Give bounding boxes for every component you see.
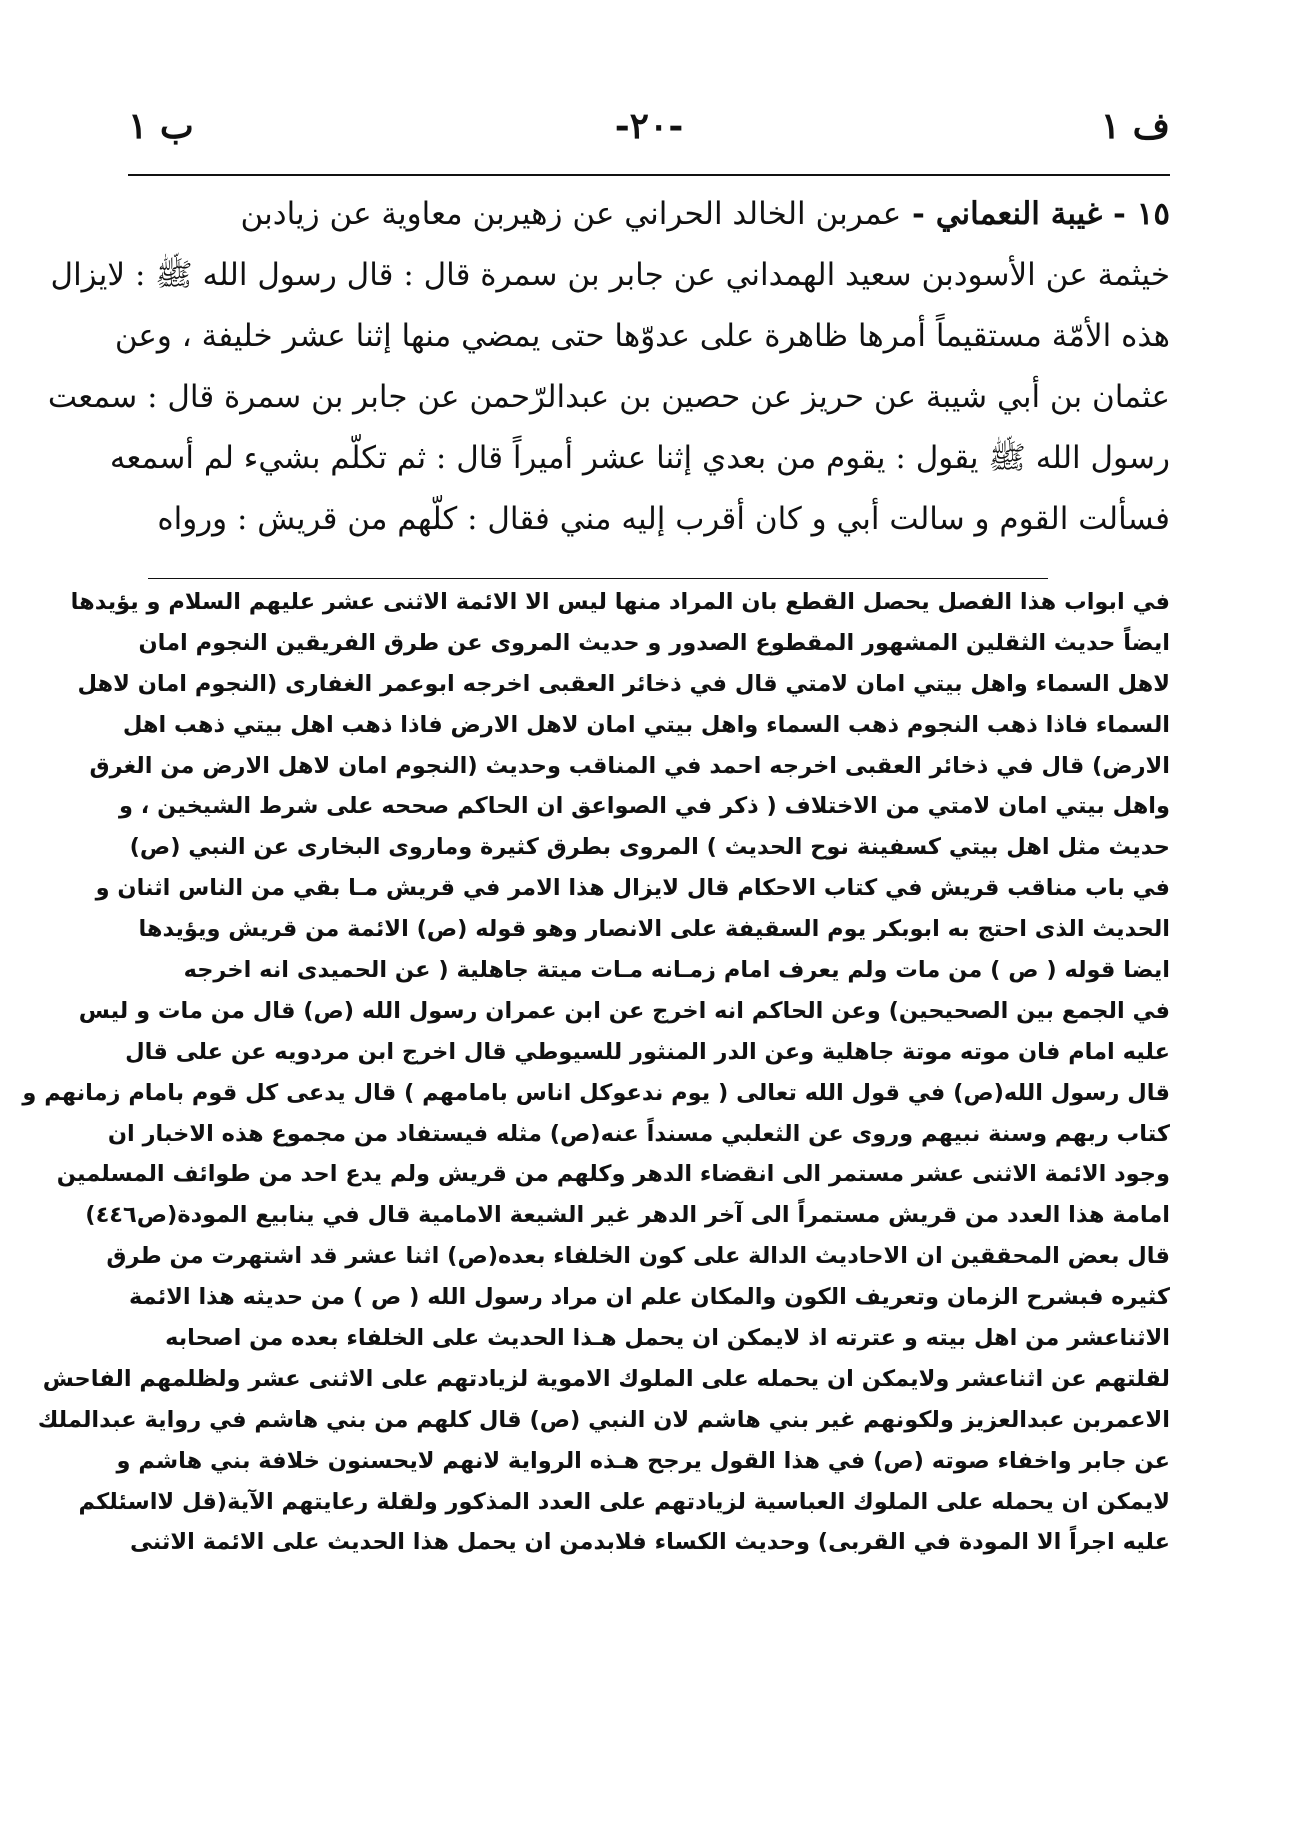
footnote-line: في ابواب هذا الفصل يحصل القطع بان المراد منها ليس الا الائمة الاثنى عشر عليهم السلام و يؤيدها [70,589,1170,615]
footnote-line: كثيره فبشرح الزمان وتعريف الكون والمكان علم ان مراد رسول الله ( ص ) من حديثه هذا الائمة [128,1284,1170,1311]
folio-mark-left: ب ١ [128,105,194,147]
folio-mark-right: ف ١ [1100,105,1170,147]
main-text-line [148,489,1170,550]
main-text-line-body: خيثمة عن الأسودبن سعيد الهمداني عن جابر بن سمرة قال : قال رسول الله ﷺ : لايزال [50,257,1170,293]
main-text-line-body: هذه الأمّة مستقيماً أمرها ظاهرة على عدوّها حتى يمضي منها إثنا عشر خليفة ، وعن [114,318,1170,354]
footnote-line: امامة هذا العدد من قريش مستمراً الى آخر الدهر غير الشيعة الامامية قال في ينابيع المودة(ص٤٤٦) [85,1202,1170,1229]
footnote-line: ايضاً حديث الثقلين المشهور المقطوع الصدور و حديث المروى عن طرق الفريقين النجوم امان [138,629,1170,656]
footnote-line: في الجمع بين الصحيحين) وعن الحاكم انه اخرج عن ابن عمران رسول الله (ص) قال من مات و ليس [78,997,1170,1024]
footnote-line: الاعمربن عبدالعزيز ولكونهم غير بني هاشم لان النبي (ص) قال كلهم من بني هاشم في رواية عبدالملك [37,1406,1170,1433]
main-text-line-body: عمربن الخالد الحراني عن زهيربن معاوية عن زيادبن [240,196,902,232]
footnote-line: الارض) قال في ذخائر العقبى اخرجه احمد في المناقب وحديث (النجوم امان لاهل الارض من الغرق [89,752,1170,779]
footnote-line: السماء فاذا ذهب النجوم ذهب السماء واهل بيتي امان لاهل الارض فاذا ذهب اهل بيتي ذهب اهل [122,711,1170,738]
footnote-divider [148,578,1048,579]
main-text-line [47,367,1170,428]
footnote-line: عليه امام فان موته موتة جاهلية وعن الدر المنثور للسيوطي قال اخرج ابن مردويه عن على قال [125,1038,1170,1065]
footnote-line: ايضا قوله ( ص ) من مات ولم يعرف امام زمـانه مـات ميتة جاهلية ( عن الحميدى انه اخرجه [183,957,1170,984]
main-text-line [109,428,1170,489]
main-text-line-body: فسألت القوم و سالت أبي و كان أقرب إليه مني فقال : كلّهم من قريش : ورواه [157,501,1170,537]
header-divider [128,174,1170,176]
main-text-line [114,306,1170,367]
main-text-line-body: عثمان بن أبي شيبة عن حريز عن حصين بن عبدالرّحمن عن جابر بن سمرة قال : سمعت [47,379,1170,415]
main-text-line [50,245,1170,306]
footnote-line: عليه اجراً الا المودة في القربى) وحديث الكساء فلابدمن ان يحمل هذا الحديث على الائمة الاثنى [129,1529,1170,1556]
footnote-line: واهل بيتي امان لامتي من الاختلاف ( ذكر في الصواعق ان الحاكم صححه على شرط الشيخين ، و [118,793,1170,820]
footnote-line: الحديث الذى احتج به ابوبكر يوم السقيفة على الانصار وهو قوله (ص) الائمة من قريش ويؤيدها [138,916,1170,943]
main-text-line [148,184,1170,245]
main-text-line-body: رسول الله ﷺ يقول : يقوم من بعدي إثنا عشر أميراً قال : ثم تكلّم بشيء لم أسمعه [109,440,1170,476]
main-text [47,184,1170,550]
footnote-line: كتاب ربهم وسنة نبيهم وروى عن الثعلبي مسنداً عنه(ص) مثله فيستفاد من مجموع هذه الاخبار ان [107,1120,1170,1147]
footnote-line: الاثناعشر من اهل بيته و عترته اذ لايمكن ان يحمل هـذا الحديث على الخلفاء بعده من اصحابه [165,1325,1170,1352]
footnote-line: حديث مثل اهل بيتي كسفينة نوح الحديث ) المروى بطرق كثيرة وماروى البخارى عن النبي (ص) [129,834,1170,861]
footnote-line: وجود الائمة الاثنى عشر مستمر الى انقضاء الدهر وكلهم من قريش ولم يدع احد من طوائف المسلمين [56,1161,1170,1188]
page-number: -٢٠- [614,105,684,147]
footnote-line: قال رسول الله(ص) في قول الله تعالى ( يوم ندعوكل اناس بامامهم ) قال يدعى كل قوم بامام زمانهم و [22,1079,1170,1106]
footnote-line: لاهل السماء واهل بيتي امان لامتي قال في ذخائر العقبى اخرجه ابوعمر الغفارى (النجوم امان لاهل [77,670,1170,697]
footnote-line: عن جابر واخفاء صوته (ص) في هذا القول يرجح هـذه الرواية لانهم لايحسنون خلافة بني هاشم و [116,1447,1170,1474]
footnote-line: في باب مناقب قريش في كتاب الاحكام قال لايزال هذا الامر في قريش مـا بقي من الناس اثنان و [95,875,1170,902]
footnote-line: لقلتهم عن اثناعشر ولايمكن ان يحمله على الملوك الاموية لزيادتهم على الاثنى عشر ولظلمهم الفاحش [42,1365,1170,1392]
footnote-line: قال بعض المحققين ان الاحاديث الدالة على كون الخلفاء بعده(ص) اثنا عشر قد اشتهرت من طرق [106,1243,1170,1270]
footnote-block [22,582,1170,1563]
page-header [128,96,1170,176]
footnote-line: لايمكن ان يحمله على الملوك العباسية لزيادتهم على العدد المذكور ولقلة رعايتهم الآية(قل لااسئلكم [78,1488,1170,1515]
hadith-number-source: ١٥ - غيبة النعماني - [901,196,1170,232]
